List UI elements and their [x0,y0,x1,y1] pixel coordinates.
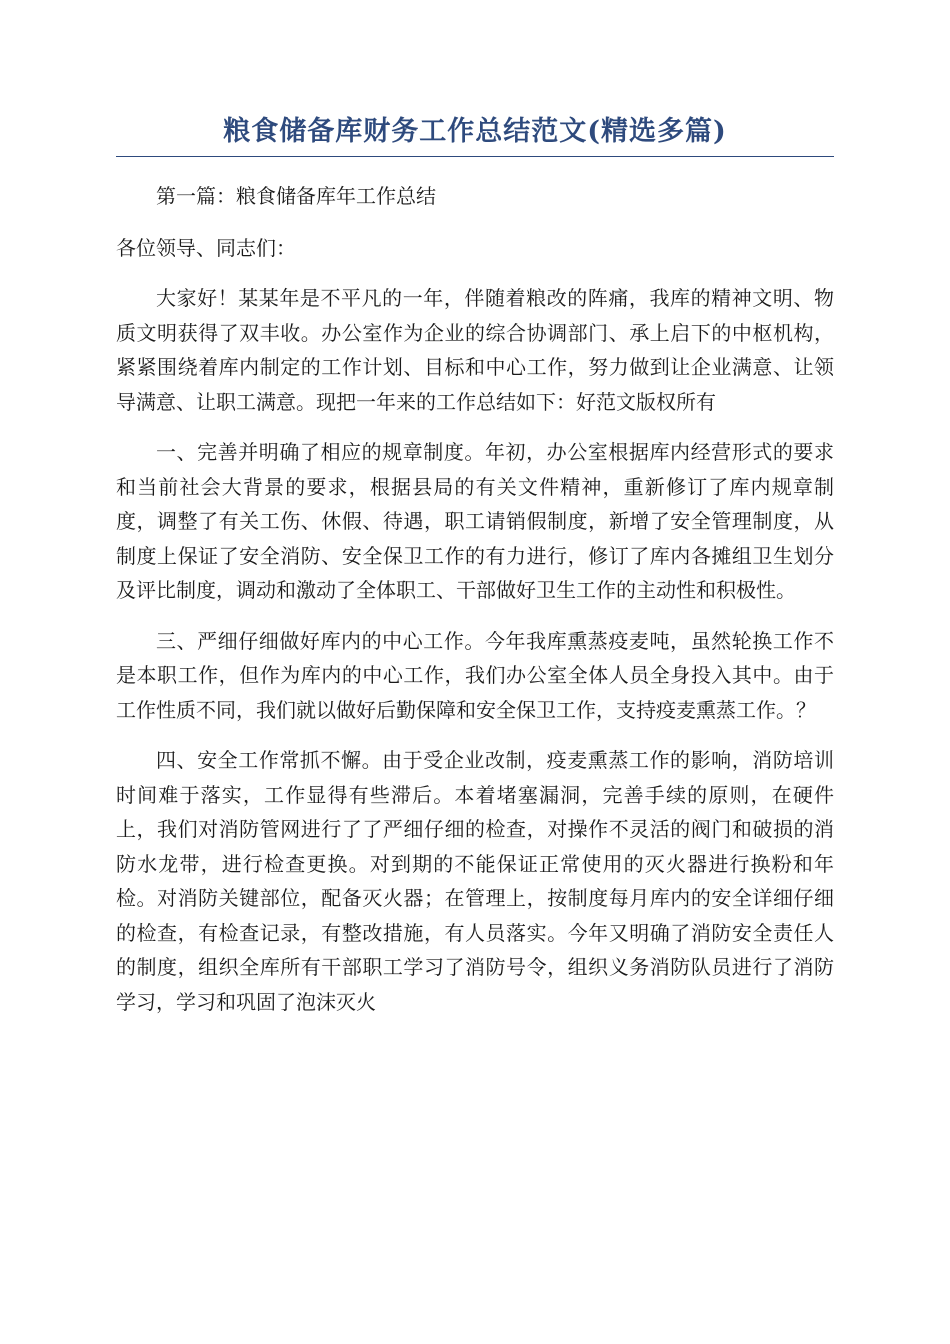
paragraph-rules: 一、完善并明确了相应的规章制度。年初，办公室根据库内经营形式的要求和当前社会大背景的要求，根据县局的有关文件精神，重新修订了库内规章制度，调整了有关工伤、休假、待遇，职工请销假制度，新增了安全管理制度，从制度上保证了安全消防、安全保卫工作的有力进行，修订了库内各摊组卫生划分及评比制度，调动和激动了全体职工、干部做好卫生工作的主动性和积极性。 [116,440,834,602]
section-heading: 第一篇：粮食储备库年工作总结 [156,184,436,208]
document-title: 粮食储备库财务工作总结范文(精选多篇) [116,112,834,157]
paragraph-central-work: 三、严细仔细做好库内的中心工作。今年我库熏蒸疫麦吨，虽然轮换工作不是本职工作，但作为库内的中心工作，我们办公室全体人员全身投入其中。由于工作性质不同，我们就以做好后勤保障和安全保卫工作，支持疫麦熏蒸工作。？ [116,628,834,722]
document-page [116,112,834,1019]
paragraph-intro: 大家好！某某年是不平凡的一年，伴随着粮改的阵痛，我库的精神文明、物质文明获得了双丰收。办公室作为企业的综合协调部门、承上启下的中枢机构，紧紧围绕着库内制定的工作计划、目标和中心工作，努力做到让企业满意、让领导满意、让职工满意。现把一年来的工作总结如下：好范文版权所有 [116,286,834,414]
paragraph-safety: 四、安全工作常抓不懈。由于受企业改制，疫麦熏蒸工作的影响，消防培训时间难于落实，工作显得有些滞后。本着堵塞漏洞，完善手续的原则，在硬件上，我们对消防管网进行了了严细仔细的检查，对操作不灵活的阀门和破损的消防水龙带，进行检查更换。对到期的不能保证正常使用的灭火器进行换粉和年检。对消防关键部位，配备灭火器；在管理上，按制度每月库内的安全详细仔细的检查，有检查记录，有整改措施，有人员落实。今年又明确了消防安全责任人的制度，组织全库所有干部职工学习了消防号令，组织义务消防队员进行了消防学习，学习和巩固了泡沫灭火 [116,748,834,1014]
salutation: 各位领导、同志们： [116,236,296,260]
